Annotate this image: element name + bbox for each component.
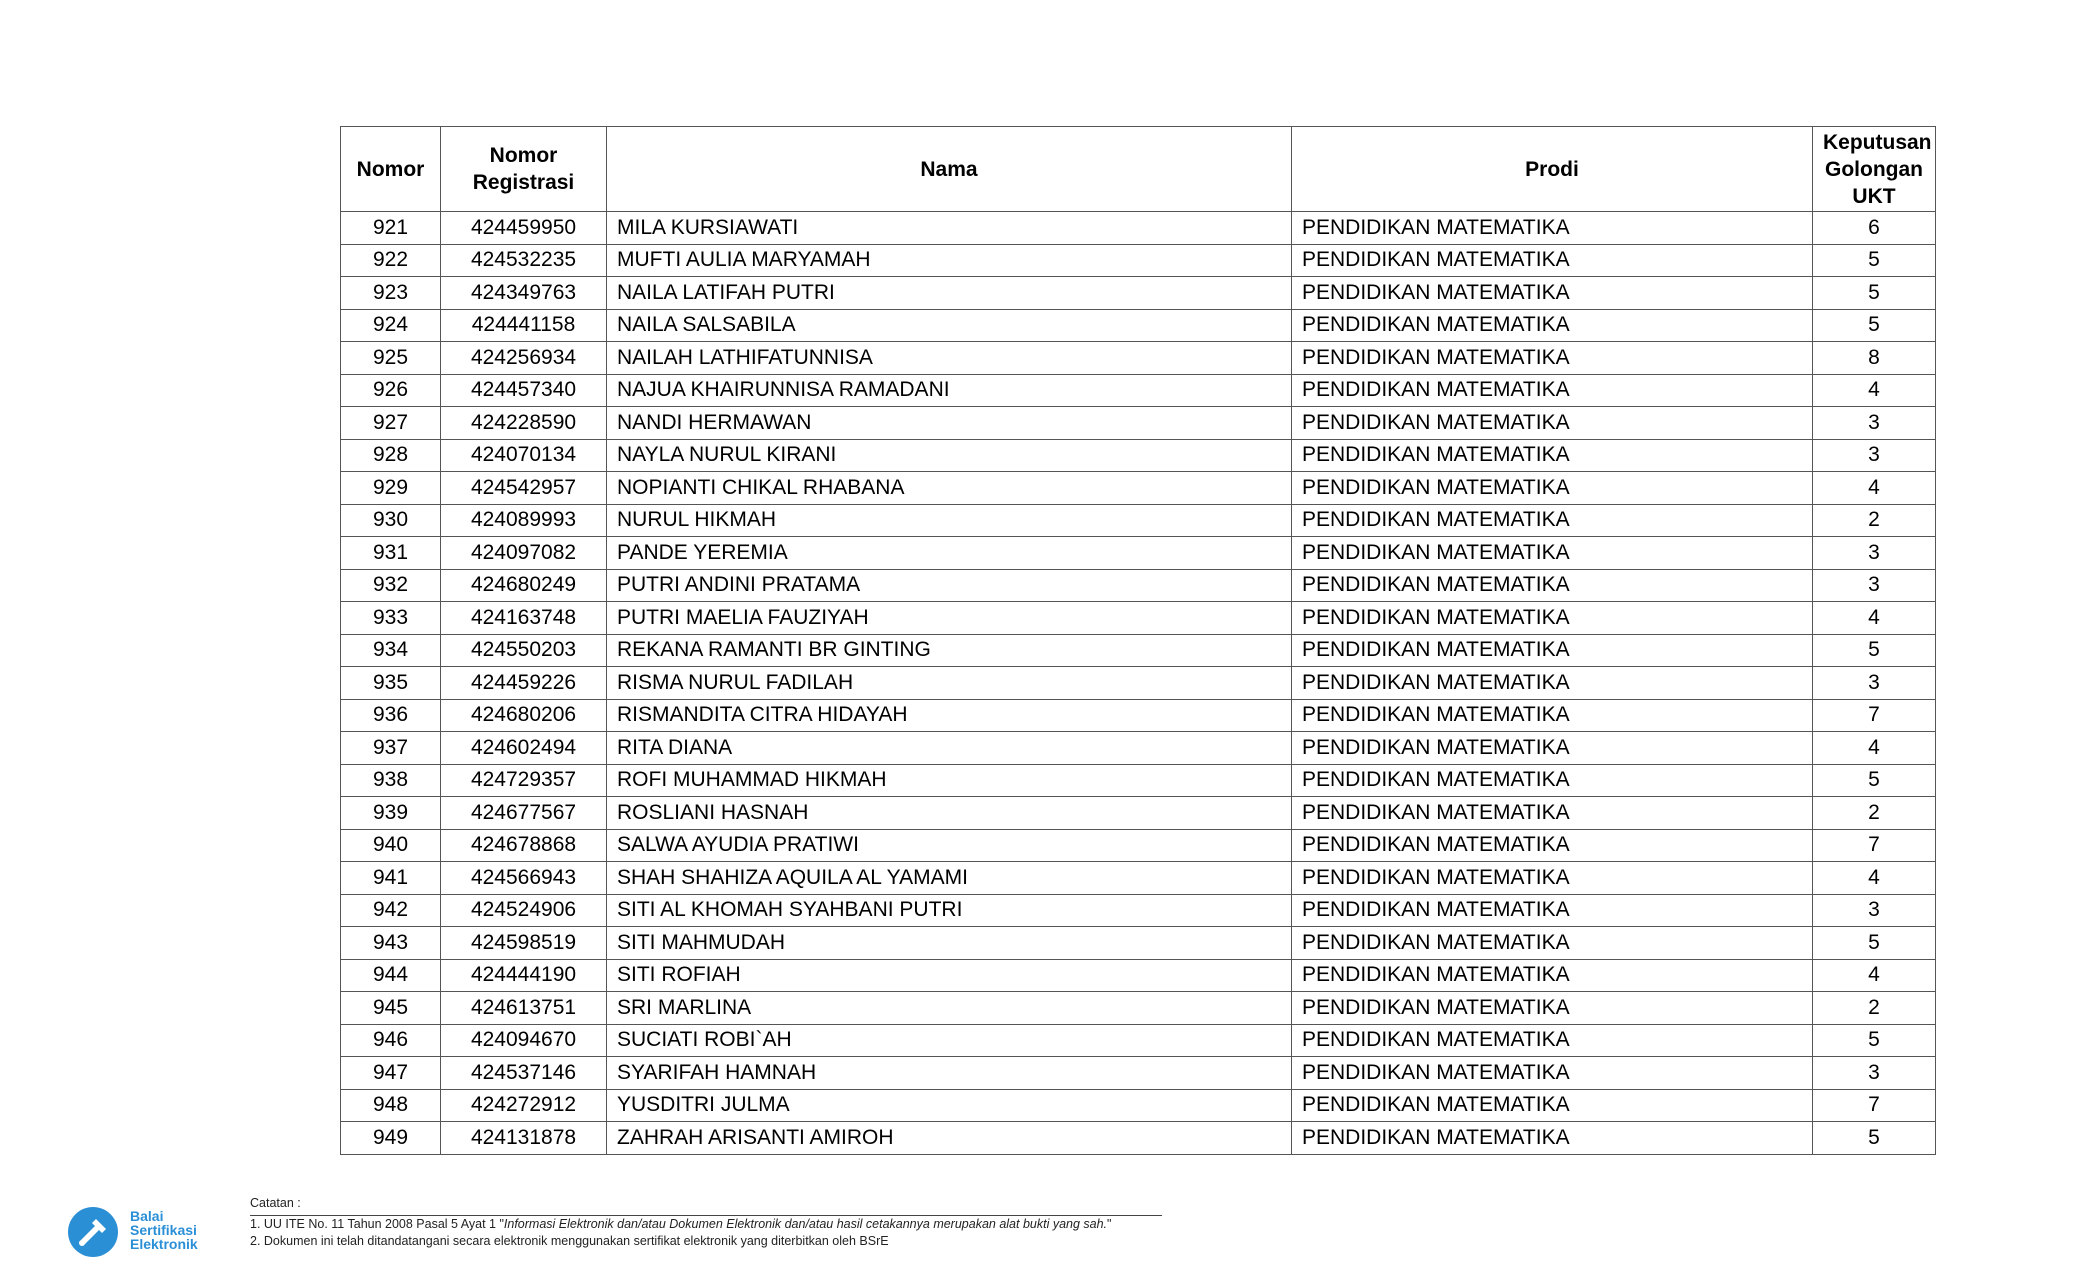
- catatan-notes: [250, 1195, 1230, 1250]
- table-row: [341, 732, 1936, 765]
- cell-golongan-ukt: 4: [1813, 374, 1936, 407]
- cell-nomor: 941: [341, 862, 441, 895]
- cell-nomor: 932: [341, 569, 441, 602]
- cell-nomor: 936: [341, 699, 441, 732]
- cell-nomor: 940: [341, 829, 441, 862]
- cell-golongan-ukt: 3: [1813, 537, 1936, 570]
- logo-text-line: Sertifikasi: [130, 1222, 197, 1238]
- cell-prodi: PENDIDIKAN MATEMATIKA: [1292, 309, 1813, 342]
- cell-nama: SITI ROFIAH: [607, 959, 1292, 992]
- cell-nomor-registrasi: 424272912: [441, 1089, 607, 1122]
- table-row: [341, 569, 1936, 602]
- cell-prodi: PENDIDIKAN MATEMATIKA: [1292, 472, 1813, 505]
- cell-nomor: 931: [341, 537, 441, 570]
- cell-golongan-ukt: 7: [1813, 829, 1936, 862]
- cell-nomor: 927: [341, 407, 441, 440]
- catatan-note-1: 1. UU ITE No. 11 Tahun 2008 Pasal 5 Ayat 1 "Informasi Elektronik dan/atau Dokumen Elektronik dan/atau hasil cetakannya merupakan alat bukti yang sah.": [250, 1217, 1112, 1231]
- cell-prodi: PENDIDIKAN MATEMATIKA: [1292, 1057, 1813, 1090]
- table-row: [341, 1089, 1936, 1122]
- cell-nama: PANDE YEREMIA: [607, 537, 1292, 570]
- cell-nomor: 949: [341, 1122, 441, 1155]
- header-prodi: Prodi: [1292, 127, 1813, 212]
- catatan-note-2: 2. Dokumen ini telah ditandatangani secara elektronik menggunakan sertifikat elektronik yang diterbitkan oleh BSrE: [250, 1234, 889, 1248]
- cell-nomor-registrasi: 424228590: [441, 407, 607, 440]
- cell-prodi: PENDIDIKAN MATEMATIKA: [1292, 732, 1813, 765]
- header-nomor: Nomor: [341, 127, 441, 212]
- catatan-title: Catatan :: [250, 1195, 1162, 1216]
- cell-prodi: PENDIDIKAN MATEMATIKA: [1292, 277, 1813, 310]
- cell-nomor-registrasi: 424537146: [441, 1057, 607, 1090]
- table-row: [341, 374, 1936, 407]
- cell-nama: NAJUA KHAIRUNNISA RAMADANI: [607, 374, 1292, 407]
- cell-nomor-registrasi: 424457340: [441, 374, 607, 407]
- cell-nama: SALWA AYUDIA PRATIWI: [607, 829, 1292, 862]
- cell-nama: SYARIFAH HAMNAH: [607, 1057, 1292, 1090]
- cell-nama: NAYLA NURUL KIRANI: [607, 439, 1292, 472]
- cell-nomor: 925: [341, 342, 441, 375]
- cell-prodi: PENDIDIKAN MATEMATIKA: [1292, 1024, 1813, 1057]
- cell-golongan-ukt: 4: [1813, 732, 1936, 765]
- cell-nama: PUTRI MAELIA FAUZIYAH: [607, 602, 1292, 635]
- table-row: [341, 634, 1936, 667]
- ukt-decision-table: [340, 126, 1936, 1155]
- cell-nomor: 945: [341, 992, 441, 1025]
- table-row: [341, 959, 1936, 992]
- cell-golongan-ukt: 2: [1813, 797, 1936, 830]
- header-nomor-registrasi: Nomor Registrasi: [441, 127, 607, 212]
- cell-golongan-ukt: 3: [1813, 569, 1936, 602]
- table-row: [341, 472, 1936, 505]
- cell-nomor-registrasi: 424542957: [441, 472, 607, 505]
- cell-nomor-registrasi: 424459226: [441, 667, 607, 700]
- table-row: [341, 212, 1936, 245]
- cell-golongan-ukt: 4: [1813, 602, 1936, 635]
- cell-prodi: PENDIDIKAN MATEMATIKA: [1292, 797, 1813, 830]
- table-header-row: [341, 127, 1936, 212]
- cell-prodi: PENDIDIKAN MATEMATIKA: [1292, 342, 1813, 375]
- cell-nomor: 939: [341, 797, 441, 830]
- cell-nama: NAILA LATIFAH PUTRI: [607, 277, 1292, 310]
- cell-prodi: PENDIDIKAN MATEMATIKA: [1292, 569, 1813, 602]
- cell-nama: SRI MARLINA: [607, 992, 1292, 1025]
- cell-nomor: 934: [341, 634, 441, 667]
- cell-nomor-registrasi: 424678868: [441, 829, 607, 862]
- cell-prodi: PENDIDIKAN MATEMATIKA: [1292, 927, 1813, 960]
- cell-nama: SUCIATI ROBI`AH: [607, 1024, 1292, 1057]
- cell-nomor: 930: [341, 504, 441, 537]
- cell-golongan-ukt: 2: [1813, 504, 1936, 537]
- table-row: [341, 342, 1936, 375]
- cell-golongan-ukt: 4: [1813, 472, 1936, 505]
- table-row: [341, 537, 1936, 570]
- cell-nomor-registrasi: 424566943: [441, 862, 607, 895]
- cell-nomor: 938: [341, 764, 441, 797]
- table-row: [341, 244, 1936, 277]
- cell-nama: PUTRI ANDINI PRATAMA: [607, 569, 1292, 602]
- cell-nama: ROFI MUHAMMAD HIKMAH: [607, 764, 1292, 797]
- cell-golongan-ukt: 5: [1813, 1122, 1936, 1155]
- cell-nomor-registrasi: 424550203: [441, 634, 607, 667]
- cell-nomor-registrasi: 424444190: [441, 959, 607, 992]
- cell-nomor-registrasi: 424349763: [441, 277, 607, 310]
- cell-nama: ZAHRAH ARISANTI AMIROH: [607, 1122, 1292, 1155]
- cell-nomor-registrasi: 424613751: [441, 992, 607, 1025]
- table-row: [341, 1122, 1936, 1155]
- cell-nama: NAILA SALSABILA: [607, 309, 1292, 342]
- cell-nomor-registrasi: 424598519: [441, 927, 607, 960]
- cell-golongan-ukt: 2: [1813, 992, 1936, 1025]
- cell-nomor-registrasi: 424070134: [441, 439, 607, 472]
- cell-nomor-registrasi: 424441158: [441, 309, 607, 342]
- table-row: [341, 504, 1936, 537]
- cell-nomor-registrasi: 424089993: [441, 504, 607, 537]
- document-footer: [66, 1195, 1166, 1265]
- cell-golongan-ukt: 4: [1813, 862, 1936, 895]
- cell-prodi: PENDIDIKAN MATEMATIKA: [1292, 829, 1813, 862]
- cell-nama: NOPIANTI CHIKAL RHABANA: [607, 472, 1292, 505]
- cell-nomor-registrasi: 424729357: [441, 764, 607, 797]
- cell-golongan-ukt: 7: [1813, 1089, 1936, 1122]
- cell-prodi: PENDIDIKAN MATEMATIKA: [1292, 667, 1813, 700]
- cell-prodi: PENDIDIKAN MATEMATIKA: [1292, 992, 1813, 1025]
- table-row: [341, 1057, 1936, 1090]
- cell-prodi: PENDIDIKAN MATEMATIKA: [1292, 504, 1813, 537]
- table-row: [341, 309, 1936, 342]
- cell-nama: MILA KURSIAWATI: [607, 212, 1292, 245]
- cell-nama: SITI AL KHOMAH SYAHBANI PUTRI: [607, 894, 1292, 927]
- cell-nomor: 929: [341, 472, 441, 505]
- cell-nomor-registrasi: 424532235: [441, 244, 607, 277]
- table-row: [341, 894, 1936, 927]
- cell-golongan-ukt: 5: [1813, 764, 1936, 797]
- cell-nomor: 944: [341, 959, 441, 992]
- cell-nomor: 937: [341, 732, 441, 765]
- cell-nomor-registrasi: 424602494: [441, 732, 607, 765]
- cell-nomor: 924: [341, 309, 441, 342]
- table-row: [341, 439, 1936, 472]
- cell-prodi: PENDIDIKAN MATEMATIKA: [1292, 212, 1813, 245]
- table-row: [341, 667, 1936, 700]
- cell-golongan-ukt: 5: [1813, 277, 1936, 310]
- cell-golongan-ukt: 3: [1813, 894, 1936, 927]
- table-row: [341, 992, 1936, 1025]
- cell-nama: ROSLIANI HASNAH: [607, 797, 1292, 830]
- table-row: [341, 862, 1936, 895]
- logo-text-line: Balai: [130, 1208, 164, 1224]
- cell-nomor-registrasi: 424131878: [441, 1122, 607, 1155]
- header-nama: Nama: [607, 127, 1292, 212]
- logo-text-line: Elektronik: [130, 1236, 198, 1252]
- cell-prodi: PENDIDIKAN MATEMATIKA: [1292, 439, 1813, 472]
- bsre-logo-text: [130, 1209, 220, 1251]
- cell-golongan-ukt: 3: [1813, 667, 1936, 700]
- cell-golongan-ukt: 5: [1813, 309, 1936, 342]
- cell-nama: NAILAH LATHIFATUNNISA: [607, 342, 1292, 375]
- cell-nama: NANDI HERMAWAN: [607, 407, 1292, 440]
- table-row: [341, 927, 1936, 960]
- bsre-logo-icon: [66, 1205, 122, 1259]
- cell-golongan-ukt: 3: [1813, 407, 1936, 440]
- cell-prodi: PENDIDIKAN MATEMATIKA: [1292, 602, 1813, 635]
- cell-nama: REKANA RAMANTI BR GINTING: [607, 634, 1292, 667]
- cell-golongan-ukt: 3: [1813, 439, 1936, 472]
- cell-prodi: PENDIDIKAN MATEMATIKA: [1292, 634, 1813, 667]
- cell-golongan-ukt: 5: [1813, 1024, 1936, 1057]
- cell-nomor: 933: [341, 602, 441, 635]
- cell-prodi: PENDIDIKAN MATEMATIKA: [1292, 1089, 1813, 1122]
- cell-nomor: 943: [341, 927, 441, 960]
- cell-nomor-registrasi: 424677567: [441, 797, 607, 830]
- cell-nama: RITA DIANA: [607, 732, 1292, 765]
- table-row: [341, 1024, 1936, 1057]
- table-row: [341, 829, 1936, 862]
- cell-nama: YUSDITRI JULMA: [607, 1089, 1292, 1122]
- cell-golongan-ukt: 3: [1813, 1057, 1936, 1090]
- cell-nomor-registrasi: 424097082: [441, 537, 607, 570]
- cell-nomor-registrasi: 424256934: [441, 342, 607, 375]
- cell-nomor: 921: [341, 212, 441, 245]
- cell-nama: MUFTI AULIA MARYAMAH: [607, 244, 1292, 277]
- cell-nomor-registrasi: 424680206: [441, 699, 607, 732]
- cell-nomor: 928: [341, 439, 441, 472]
- cell-nama: RISMANDITA CITRA HIDAYAH: [607, 699, 1292, 732]
- cell-golongan-ukt: 6: [1813, 212, 1936, 245]
- cell-prodi: PENDIDIKAN MATEMATIKA: [1292, 407, 1813, 440]
- cell-nomor-registrasi: 424163748: [441, 602, 607, 635]
- cell-prodi: PENDIDIKAN MATEMATIKA: [1292, 374, 1813, 407]
- table-row: [341, 699, 1936, 732]
- cell-nomor-registrasi: 424524906: [441, 894, 607, 927]
- cell-nomor: 947: [341, 1057, 441, 1090]
- cell-nomor-registrasi: 424459950: [441, 212, 607, 245]
- cell-prodi: PENDIDIKAN MATEMATIKA: [1292, 699, 1813, 732]
- cell-nomor: 942: [341, 894, 441, 927]
- cell-nama: SHAH SHAHIZA AQUILA AL YAMAMI: [607, 862, 1292, 895]
- table-row: [341, 407, 1936, 440]
- cell-nama: NURUL HIKMAH: [607, 504, 1292, 537]
- cell-prodi: PENDIDIKAN MATEMATIKA: [1292, 764, 1813, 797]
- cell-nomor: 923: [341, 277, 441, 310]
- cell-prodi: PENDIDIKAN MATEMATIKA: [1292, 959, 1813, 992]
- cell-golongan-ukt: 8: [1813, 342, 1936, 375]
- cell-nomor: 922: [341, 244, 441, 277]
- cell-golongan-ukt: 4: [1813, 959, 1936, 992]
- cell-golongan-ukt: 5: [1813, 634, 1936, 667]
- table-body: [341, 212, 1936, 1155]
- cell-nomor: 948: [341, 1089, 441, 1122]
- cell-prodi: PENDIDIKAN MATEMATIKA: [1292, 244, 1813, 277]
- cell-nomor-registrasi: 424680249: [441, 569, 607, 602]
- table-row: [341, 277, 1936, 310]
- table-row: [341, 764, 1936, 797]
- cell-prodi: PENDIDIKAN MATEMATIKA: [1292, 894, 1813, 927]
- cell-nama: SITI MAHMUDAH: [607, 927, 1292, 960]
- table-row: [341, 797, 1936, 830]
- cell-nama: RISMA NURUL FADILAH: [607, 667, 1292, 700]
- cell-golongan-ukt: 7: [1813, 699, 1936, 732]
- cell-nomor: 926: [341, 374, 441, 407]
- cell-nomor: 935: [341, 667, 441, 700]
- cell-prodi: PENDIDIKAN MATEMATIKA: [1292, 1122, 1813, 1155]
- cell-nomor: 946: [341, 1024, 441, 1057]
- cell-prodi: PENDIDIKAN MATEMATIKA: [1292, 537, 1813, 570]
- cell-prodi: PENDIDIKAN MATEMATIKA: [1292, 862, 1813, 895]
- cell-golongan-ukt: 5: [1813, 244, 1936, 277]
- cell-golongan-ukt: 5: [1813, 927, 1936, 960]
- cell-nomor-registrasi: 424094670: [441, 1024, 607, 1057]
- table-row: [341, 602, 1936, 635]
- header-golongan-ukt: Keputusan Golongan UKT: [1813, 127, 1936, 212]
